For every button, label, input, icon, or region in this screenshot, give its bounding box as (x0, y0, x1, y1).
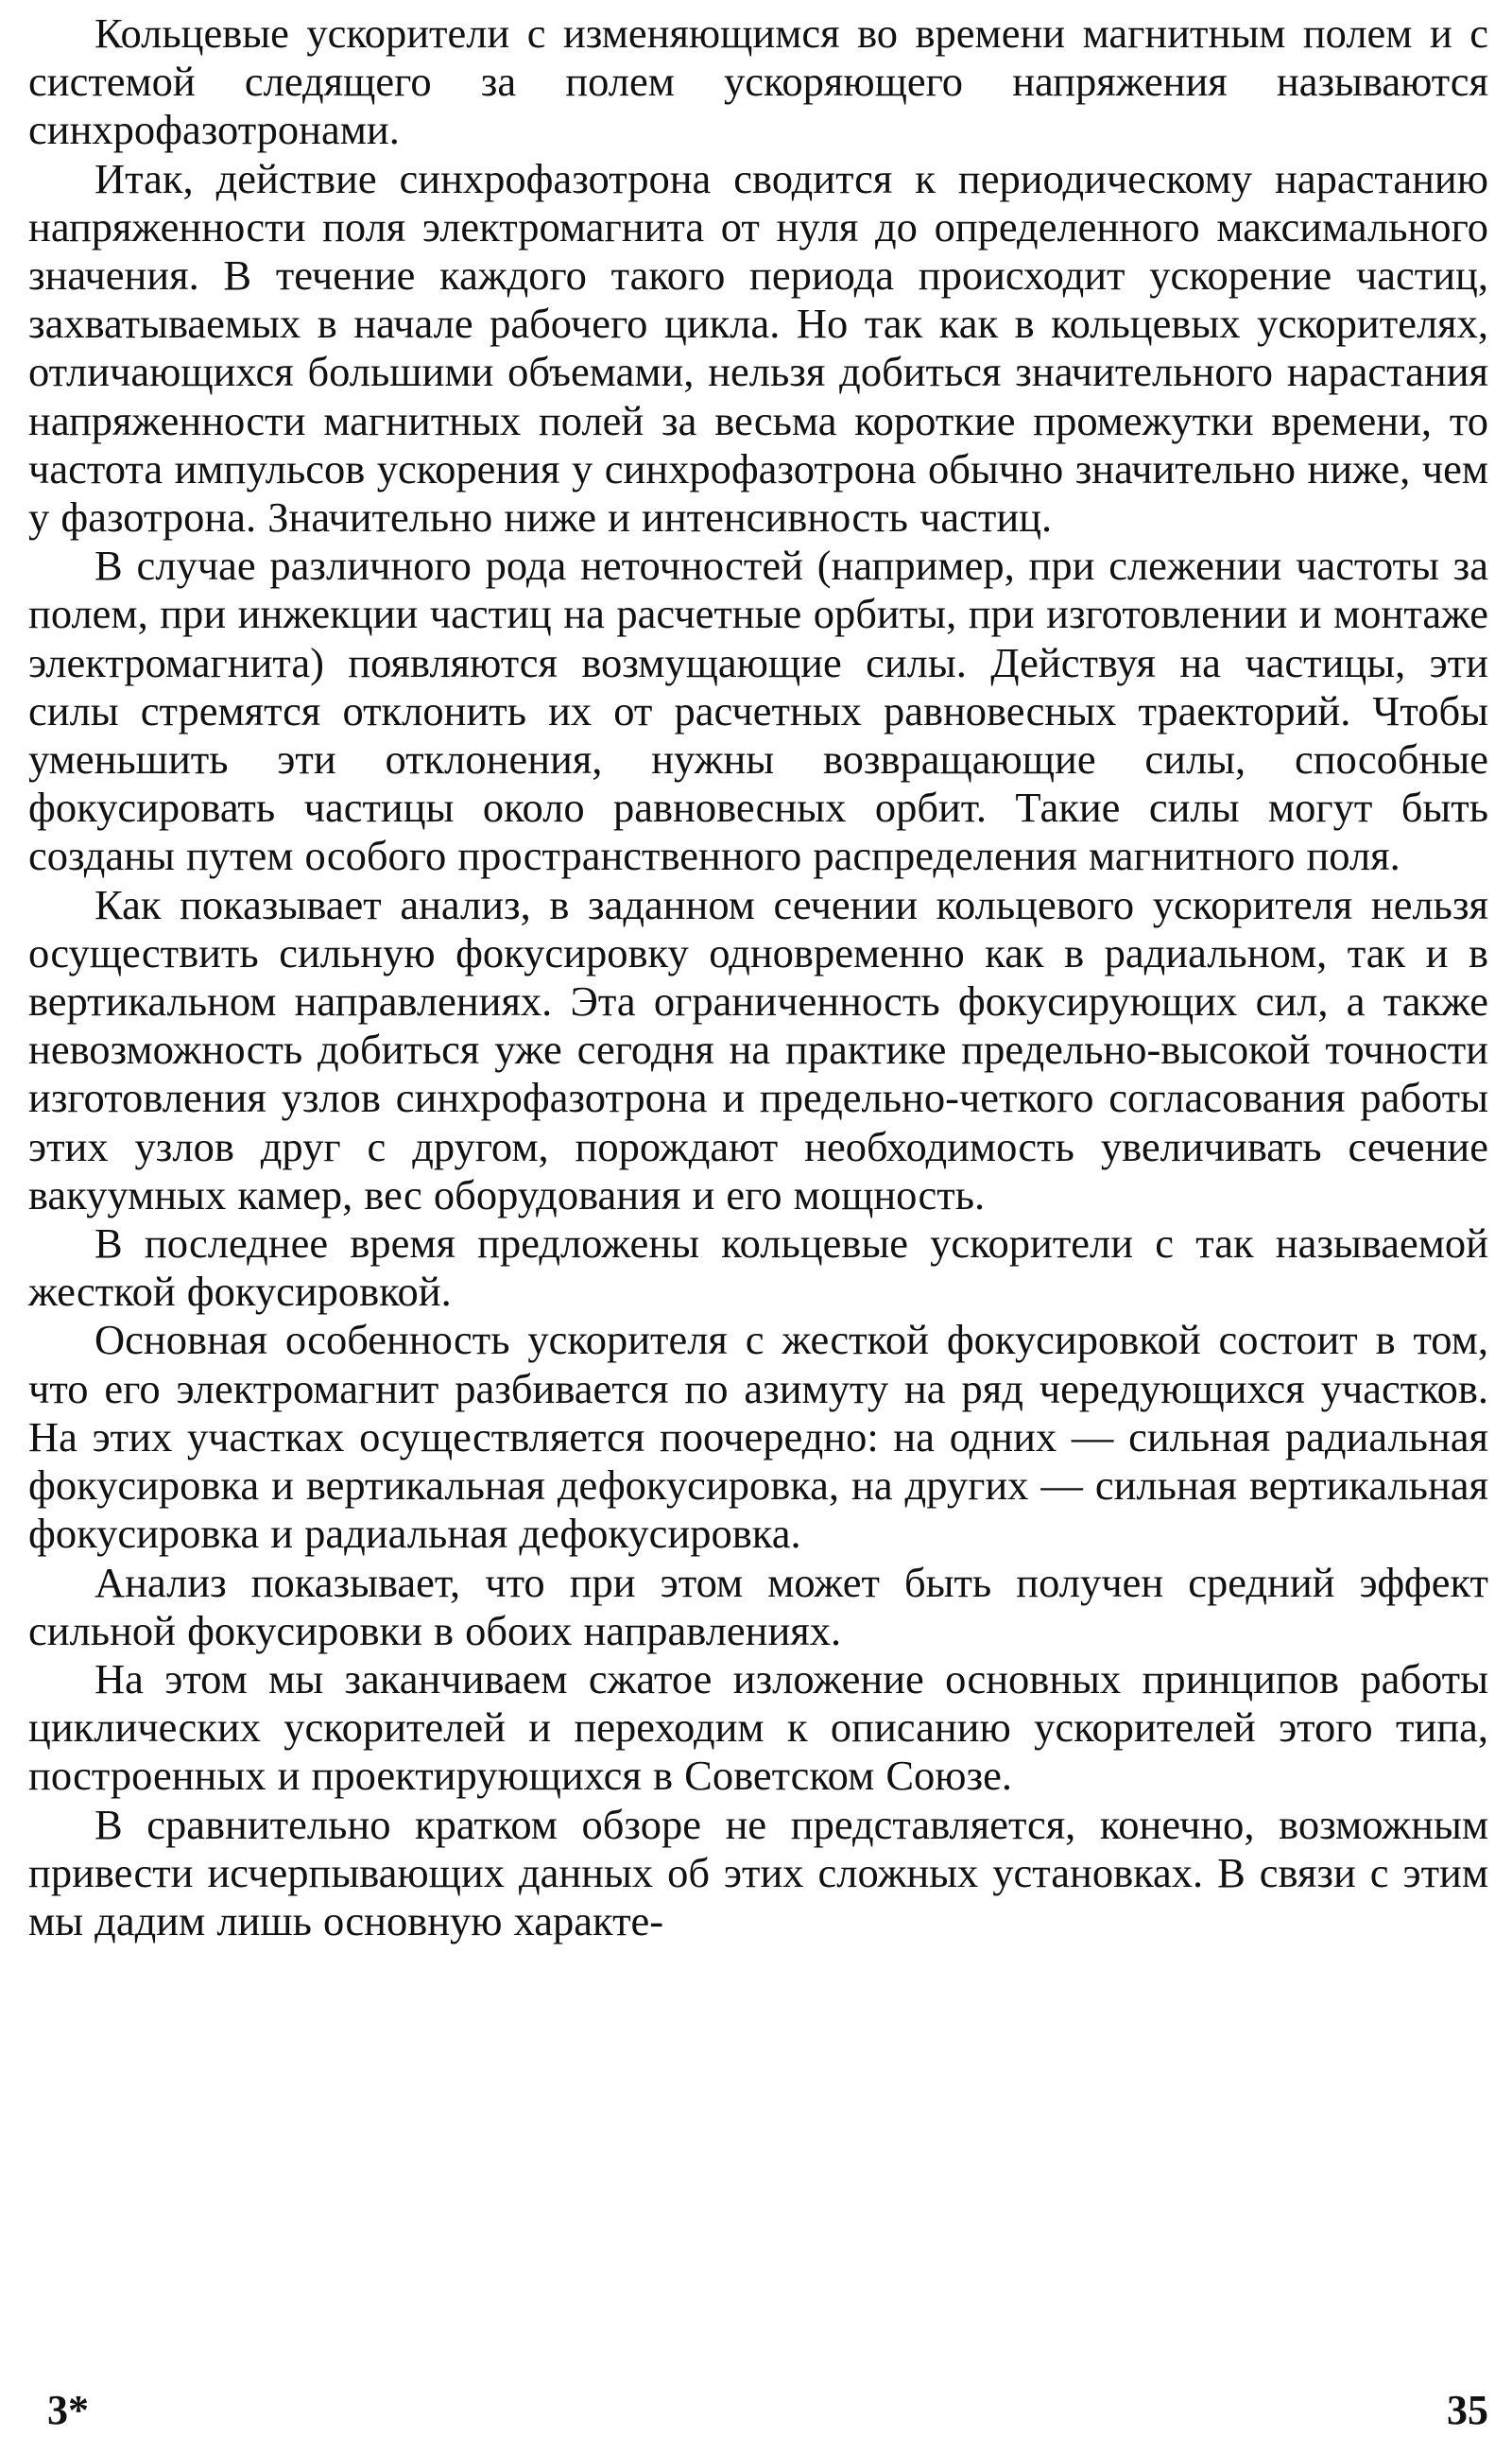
paragraph-1: Кольцевые ускорители с изменяющимся во времени магнитным полем и с системой следящего за полем ускоряющего напряжения называются синхрофазотронами. (28, 9, 1488, 154)
paragraph-3: В случае различного рода неточностей (например, при слежении частоты за полем, при инжекции частиц на расчетные орбиты, при изготовлении и монтаже электромагнита) появляются возмущающие силы. Действуя на частицы, эти силы стремятся отклонить их от расчетных равновесных траекторий. Чтобы уменьшить эти отклонения, нужны возвращающие силы, способные фокусировать частицы около равновесных орбит. Такие силы могут быть созданы путем особого пространственного распределения магнитного поля. (28, 542, 1488, 880)
paragraph-8: На этом мы заканчиваем сжатое изложение основных принципов работы циклических ускорителей и переходим к описанию ускорителей этого типа, построенных и проектирующихся в Советском Союзе. (28, 1654, 1488, 1800)
paragraph-5: В последнее время предложены кольцевые ускорители с так называемой жесткой фокусировкой. (28, 1219, 1488, 1316)
paragraph-6: Основная особенность ускорителя с жесткой фокусировкой состоит в том, что его электромагнит разбивается по азимуту на ряд чередующихся участков. На этих участках осуществляется поочередно: на одних — сильная радиальная фокусировка и вертикальная дефокусировка, на других — сильная вертикальная фокусировка и радиальная дефокусировка. (28, 1316, 1488, 1558)
paragraph-4: Как показывает анализ, в заданном сечении кольцевого ускорителя нельзя осуществить сильную фокусировку одновременно как в радиальном, так и в вертикальном направлениях. Эта ограниченность фокусирующих сил, а также невозможность добиться уже сегодня на практике предельно-высокой точности изготовления узлов синхрофазотрона и предельно-четкого согласования работы этих узлов друг с другом, порождают необходимость увеличивать сечение вакуумных камер, вес оборудования и его мощность. (28, 880, 1488, 1218)
paragraph-7: Анализ показывает, что при этом может быть получен средний эффект сильной фокусировки в обоих направлениях. (28, 1558, 1488, 1654)
page-number: 35 (1447, 2387, 1488, 2434)
signature-mark: 3* (47, 2387, 89, 2434)
page-footer (47, 2382, 1488, 2439)
book-page (28, 9, 1488, 2439)
paragraph-9: В сравнительно кратком обзоре не представляется, конечно, возможным привести исчерпывающих данных об этих сложных установках. В связи с этим мы дадим лишь основную характе- (28, 1800, 1488, 1944)
paragraph-2: Итак, действие синхрофазотрона сводится к периодическому нарастанию напряженности поля электромагнита от нуля до определенного максимального значения. В течение каждого такого периода происходит ускорение частиц, захватываемых в начале рабочего цикла. Но так как в кольцевых ускорителях, отличающихся большими объемами, нельзя добиться значительного нарастания напряженности магнитных полей за весьма короткие промежутки времени, то частота импульсов ускорения у синхрофазотрона обычно значительно ниже, чем у фазотрона. Значительно ниже и интенсивность частиц. (28, 154, 1488, 542)
